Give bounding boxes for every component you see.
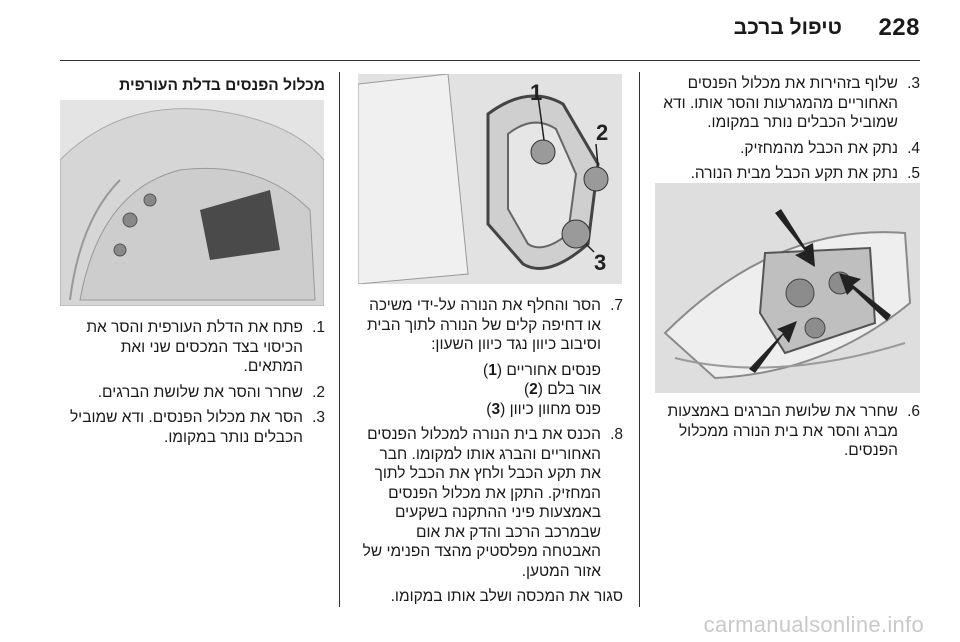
left-column: [60, 318, 325, 453]
tailgate-trim-illustration: [60, 100, 324, 306]
page-number: 228: [878, 14, 920, 41]
step-item: 4. נתק את הכבל מהמחזיק.: [740, 139, 920, 157]
column-divider-left: [339, 72, 340, 607]
page-header: [0, 0, 960, 60]
right-steps-list-2: [655, 402, 920, 461]
tail-light-housing-illustration: [655, 183, 920, 393]
left-steps-list: [60, 318, 325, 447]
step-item: 7. הסר והחלף את הנורה על-ידי משיכה או דחיפה קלים של הנורה לתוך הבית וסיבוב כיוון נגד כיוון השעון:: [367, 297, 623, 353]
middle-steps-list: [355, 296, 623, 355]
middle-column: [355, 296, 623, 613]
middle-steps-list-2: [355, 425, 623, 581]
step-item: 1. פתח את הדלת העורפית והסר את הכיסוי בצד המכסים שני ואת המתאים.: [86, 319, 325, 375]
right-column: [655, 74, 920, 190]
step-item: 6. שחרר את שלושת הברגים באמצעות מברג והסר את בית הנורה ממכלול הפנסים.: [667, 403, 920, 459]
callout-3: 3: [594, 250, 607, 275]
step-item: 3. שלוף בזהירות את מכלול הפנסים האחוריים מהמגרעות והסר אותו. ודא שמוביל הכבלים נותר במקומו.: [663, 75, 920, 131]
legend-item: פנס מחוון כיוון (3): [486, 400, 601, 418]
section-title: טיפול ברכב: [733, 16, 842, 39]
bulb-holder-illustration: [358, 74, 622, 284]
step-item: 5. נתק את תקע הכבל מבית הנורה.: [690, 165, 920, 182]
legend-item: פנסים אחוריים (1): [483, 361, 601, 379]
step-item: 3. הסר את מכלול הפנסים. ודא שמוביל הכבלים נותר במקומו.: [69, 409, 325, 446]
legend-item: אור בלם (2): [524, 381, 601, 398]
callout-1: 1: [530, 80, 543, 105]
subsection-title: מכלול הפנסים בדלת העורפית: [119, 77, 325, 94]
header-rule: [60, 60, 920, 61]
column-divider-right: [639, 72, 640, 607]
right-column-lower: [655, 402, 920, 467]
right-steps-list: [655, 74, 920, 184]
step-item: 8. הכנס את בית הנורה למכלול הפנסים האחוריים והברג אותו למקומו. חבר את תקע הכבל ולחץ את הכבל לתוך המחזיק. התקן את מכלול הפנסים באמצעות פיני ההתקנה בשקעים שבמרכב הרכב והדק את אום האבטחה מפלסטיק מהצד הפנימי של אזור המטען.: [362, 426, 623, 580]
step-item: 2. שחרר והסר את שלושת הברגים.: [97, 383, 325, 401]
closing-note: סגור את המכסה ושלב אותו במקומו.: [390, 588, 623, 605]
watermark: carmanualsonline.info: [703, 612, 924, 637]
callout-2: 2: [596, 120, 609, 145]
